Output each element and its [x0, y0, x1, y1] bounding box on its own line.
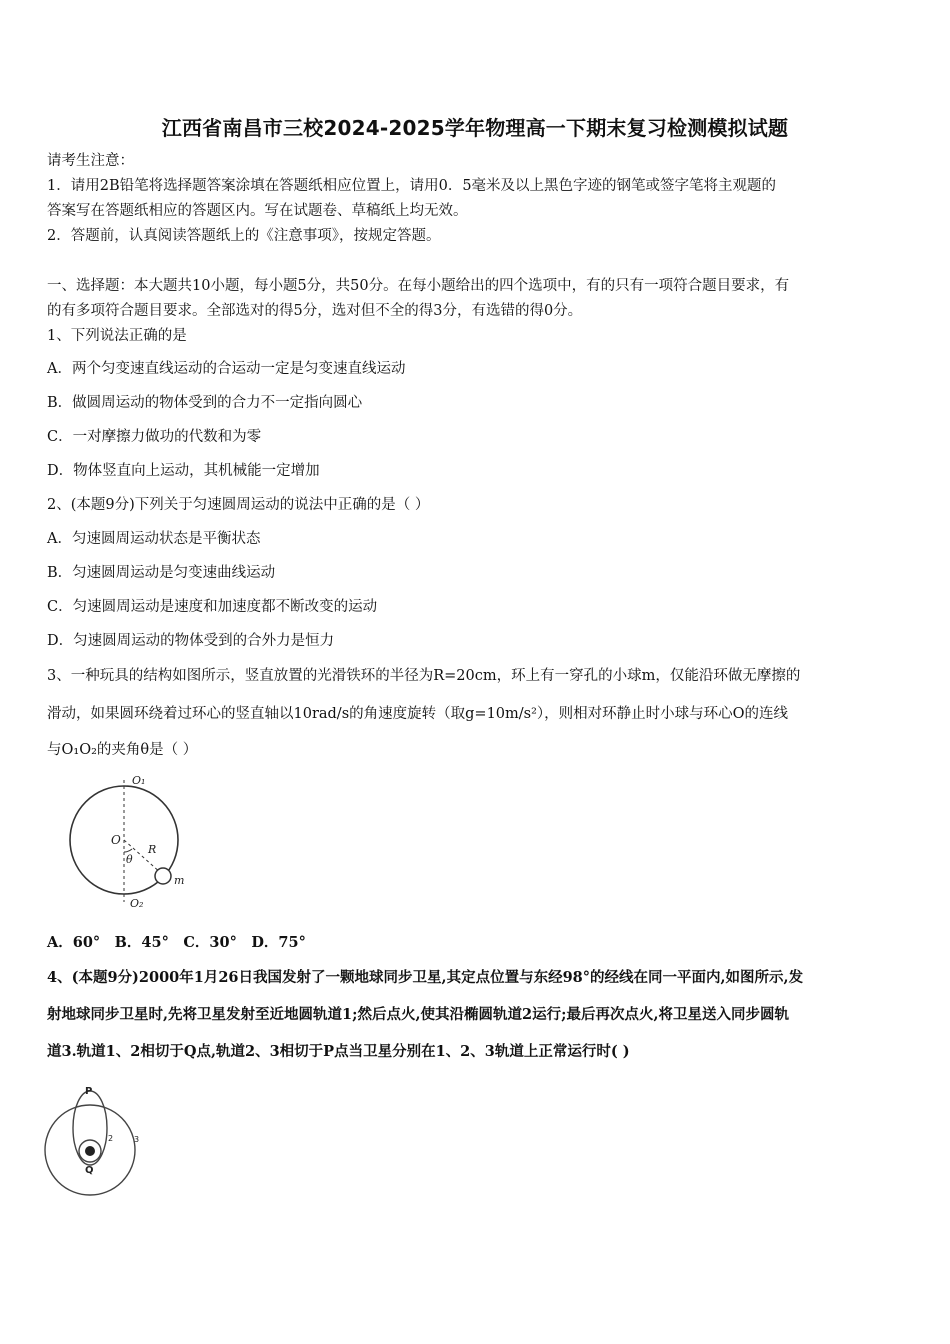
ball — [155, 868, 171, 884]
label-o2: O₂ — [130, 897, 144, 910]
label-q: Q — [85, 1165, 94, 1176]
q3-line-3: 与O₁O₂的夹角θ是（ ） — [47, 742, 198, 758]
page-title: 江西省南昌市三校2024-2025学年物理高一下期末复习检测模拟试题 — [161, 116, 789, 140]
label-p: P — [85, 1086, 93, 1097]
theta-arc — [124, 849, 132, 852]
notice-line-1: 1．请用2B铅笔将选择题答案涂填在答题纸相应位置上，请用0．5毫米及以上黑色字迹的钢笔或签字笔将主观题的 — [47, 178, 777, 194]
q2-option-c: C．匀速圆周运动是速度和加速度都不断改变的运动 — [47, 599, 378, 615]
q2-stem: 2、(本题9分)下列关于匀速圆周运动的说法中正确的是（ ） — [47, 497, 430, 513]
q3-line-1: 3、一种玩具的结构如图所示，竖直放置的光滑铁环的半径为R=20cm，环上有一穿孔的小球m，仅能沿环做无摩擦的 — [47, 668, 801, 684]
earth — [85, 1146, 95, 1156]
label-orbit-2: 2 — [108, 1134, 114, 1143]
label-o1: O₁ — [132, 774, 146, 787]
q4-line-2: 射地球同步卫星时,先将卫星发射至近地圆轨道1;然后点火,使其沿椭圆轨道2运行;最后再次点火,将卫星送入同步圆轨 — [47, 1006, 790, 1023]
q1-option-a: A．两个匀变速直线运动的合运动一定是匀变速直线运动 — [47, 361, 406, 377]
q1-stem: 1、下列说法正确的是 — [47, 328, 187, 344]
notice-line-1b: 答案写在答题纸相应的答题区内。写在试题卷、草稿纸上均无效。 — [47, 203, 468, 219]
q1-option-c: C．一对摩擦力做功的代数和为零 — [47, 429, 262, 445]
q1-option-d: D．物体竖直向上运动，其机械能一定增加 — [47, 463, 320, 479]
q3-options: A．60° B．45° C．30° D．75° — [47, 934, 306, 951]
q3-line-2: 滑动，如果圆环绕着过环心的竖直轴以10rad/s的角速度旋转（取g=10m/s²），则相对环静止时小球与环心O的连线 — [47, 706, 789, 722]
q2-option-b: B．匀速圆周运动是匀变速曲线运动 — [47, 565, 276, 581]
label-m: m — [174, 874, 185, 887]
label-o: O — [111, 833, 121, 847]
q1-option-b: B．做圆周运动的物体受到的合力不一定指向圆心 — [47, 395, 363, 411]
section-heading-line-1: 一、选择题：本大题共10小题，每小题5分，共50分。在每小题给出的四个选项中，有的只有一项符合题目要求，有 — [47, 278, 790, 294]
notice-heading: 请考生注意： — [47, 153, 134, 169]
q2-option-a: A．匀速圆周运动状态是平衡状态 — [47, 531, 261, 547]
label-orbit-3: 3 — [134, 1135, 140, 1144]
q4-line-3: 道3.轨道1、2相切于Q点,轨道2、3相切于P点当卫星分别在1、2、3轨道上正常运行时( ) — [47, 1043, 630, 1060]
section-heading-line-2: 的有多项符合题目要求。全部选对的得5分，选对但不全的得3分，有选错的得0分。 — [47, 303, 583, 319]
q4-orbit-figure — [44, 1082, 149, 1204]
notice-line-2: 2．答题前，认真阅读答题纸上的《注意事项》，按规定答题。 — [47, 228, 441, 244]
label-r: R — [148, 843, 157, 856]
label-theta: θ — [126, 853, 133, 866]
q3-ring-figure — [66, 770, 196, 915]
q4-line-1: 4、(本题9分)2000年1月26日我国发射了一颗地球同步卫星,其定点位置与东经98°的经线在同一平面内,如图所示,发 — [47, 969, 804, 986]
q2-option-d: D．匀速圆周运动的物体受到的合外力是恒力 — [47, 633, 335, 649]
